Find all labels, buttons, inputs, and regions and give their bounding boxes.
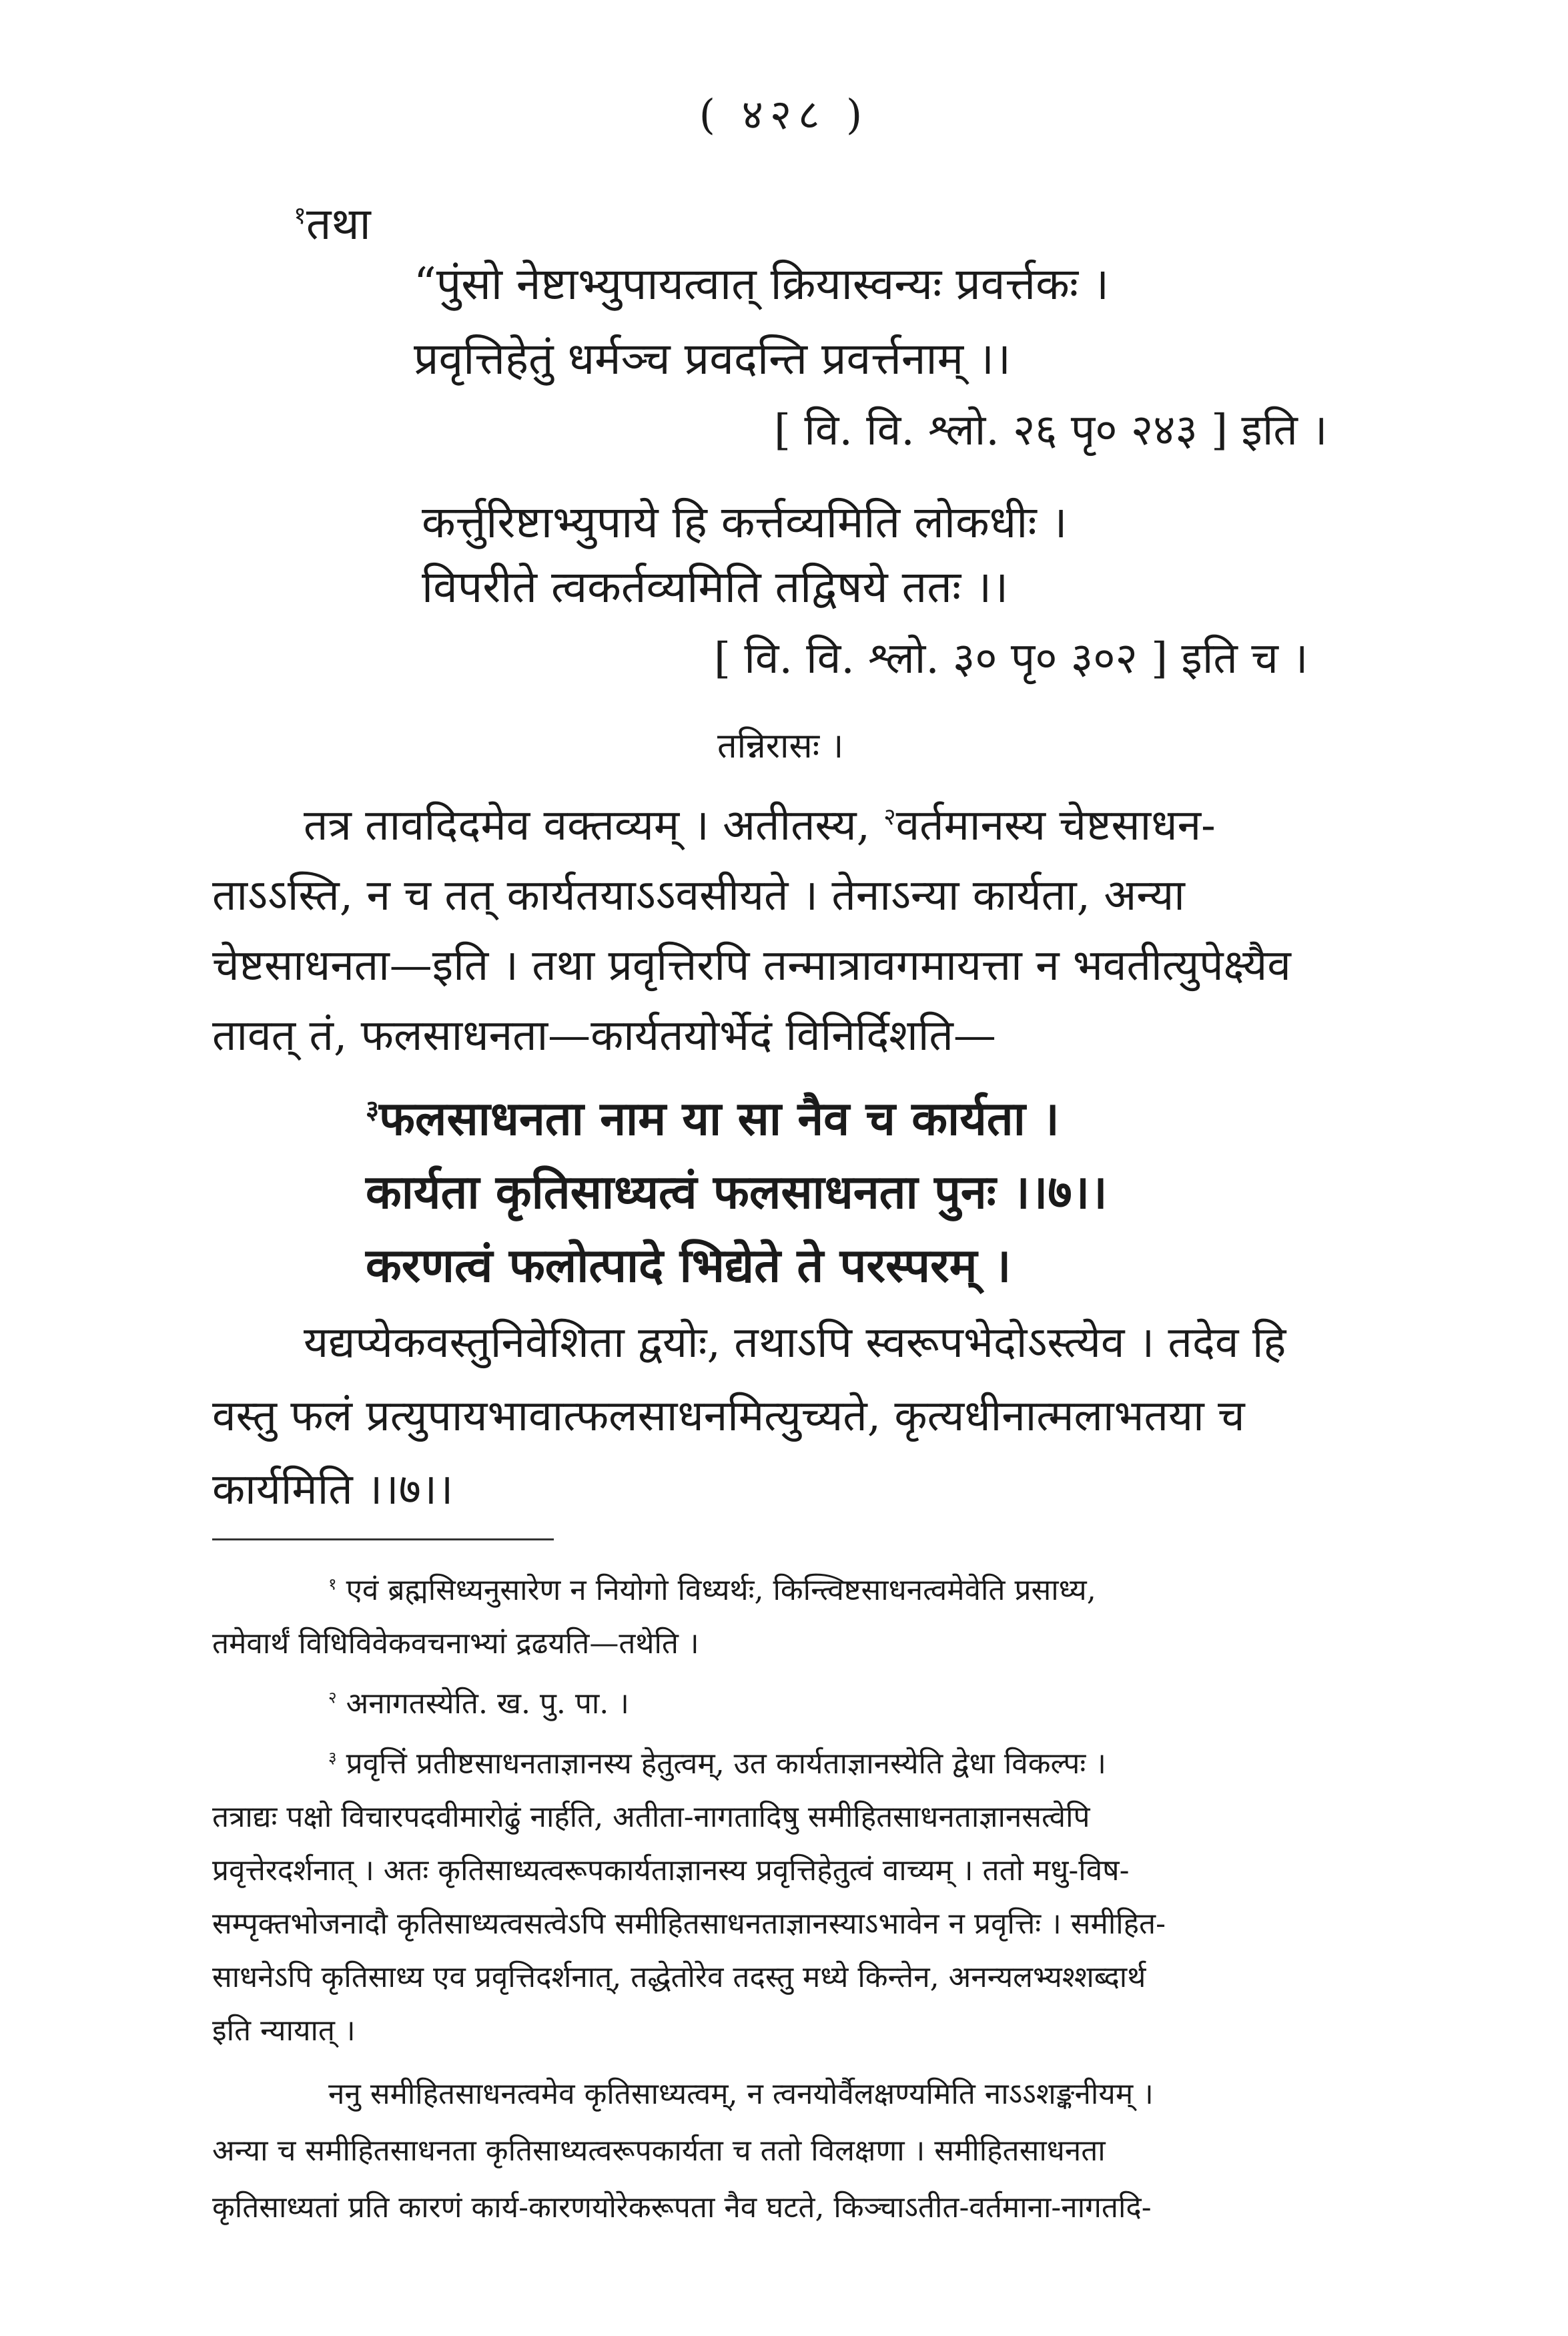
footnote1-line1 bbox=[328, 1568, 1096, 1609]
footnote1-text1: एवं ब्रह्मसिध्यनुसारेण न नियोगो विध्यर्थः, किन्त्विष्टसाधनत्वमेवेति प्रसाध्य, bbox=[346, 1573, 1096, 1607]
footnote2-text: अनागतस्येति. ख. पु. पा. । bbox=[346, 1687, 629, 1721]
footnote-marker: २ bbox=[328, 1688, 337, 1707]
karika-line3: करणत्वं फलोत्पादे भिद्येते ते परस्परम् । bbox=[366, 1237, 1012, 1293]
verse1-line2: प्रवृत्तिहेतुं धर्मञ्च प्रवदन्ति प्रवर्त्तनाम् ।। bbox=[414, 333, 1012, 384]
footnote-marker: २ bbox=[883, 803, 896, 831]
verse2-reference: [ वि. वि. श्लो. ३० पृ० ३०२ ] इति च । bbox=[714, 634, 1308, 683]
para1-line1-end: वर्तमानस्य चेष्टसाधन- bbox=[895, 801, 1216, 850]
para2-line3: कार्यमिति ।।७।। bbox=[212, 1465, 454, 1514]
footnote-para-line3: कृतिसाध्यतां प्रति कारणं कार्य-कारणयोरेकरूपता नैव घटते, किञ्चाऽतीत-वर्तमाना-नागतदि- bbox=[212, 2191, 1152, 2225]
para1-line2: ताऽऽस्ति, न च तत् कार्यतयाऽऽवसीयते । तेनाऽन्या कार्यता, अन्या bbox=[212, 871, 1185, 920]
footnote3-line1 bbox=[328, 1742, 1106, 1782]
footnote-marker: ३ bbox=[328, 1748, 337, 1767]
verse2-line1: कर्त्तुरिष्टाभ्युपाये हि कर्त्तव्यमिति लोकधीः । bbox=[422, 497, 1068, 548]
karika-line2: कार्यता कृतिसाध्यत्वं फलसाधनता पुनः ।।७।। bbox=[366, 1164, 1108, 1219]
footnote-para-line1: ननु समीहितसाधनत्वमेव कृतिसाध्यत्वम्, न त्वनयोर्वैलक्षण्यमिति नाऽऽशङ्कनीयम् । bbox=[328, 2077, 1154, 2111]
footnote3-line5: साधनेऽपि कृतिसाध्य एव प्रवृत्तिदर्शनात्, तद्धेतोरेव तदस्तु मध्ये किन्तेन, अनन्यलभ्यश्शब्दार्थ bbox=[212, 1960, 1146, 1994]
intro-word: तथा bbox=[306, 198, 371, 250]
intro-line bbox=[294, 192, 371, 252]
footnote-marker: ३ bbox=[366, 1095, 380, 1125]
para1-line4: तावत् तं, फलसाधनता—कार्यतयोर्भेदं विनिर्दिशति— bbox=[212, 1011, 996, 1061]
footnote3-line3: प्रवृत्तेरदर्शनात् । अतः कृतिसाध्यत्वरूपकार्यताज्ञानस्य प्रवृत्तिहेतुत्वं वाच्यम् । ततो मधु-विष- bbox=[212, 1853, 1130, 1887]
para2-line2: वस्तु फलं प्रत्युपायभावात्फलसाधनमित्युच्यते, कृत्यधीनात्मलाभतया च bbox=[212, 1392, 1245, 1441]
footnote3-line2: तत्राद्यः पक्षो विचारपदवीमारोढुं नार्हति, अतीता-नागतादिषु समीहितसाधनताज्ञानसत्वेपि bbox=[212, 1800, 1090, 1834]
para1-line3: चेष्टसाधनता—इति । तथा प्रवृत्तिरपि तन्मात्रावगमायत्ता न भवतीत्युपेक्ष्यैव bbox=[212, 941, 1291, 990]
footnote1-line2: तमेवार्थं विधिविवेकवचनाभ्यां द्रढयति—तथेति । bbox=[212, 1627, 699, 1661]
footnote3-line6: इति न्यायात् । bbox=[212, 2014, 356, 2048]
footnote3-line4: सम्पृक्तभोजनादौ कृतिसाध्यत्वसत्वेऽपि समीहितसाधनताज्ञानस्याऽभावेन न प्रवृत्तिः । समीहित- bbox=[212, 1907, 1166, 1941]
footnote3-text1: प्रवृत्तिं प्रतीष्टसाधनताज्ञानस्य हेतुत्वम्, उत कार्यताज्ञानस्येति द्वेधा विकल्पः । bbox=[346, 1747, 1106, 1781]
footnote-divider bbox=[212, 1538, 554, 1540]
para2-line1: यद्यप्येकवस्तुनिवेशिता द्वयोः, तथाऽपि स्वरूपभेदोऽस्त्येव । तदेव हि bbox=[304, 1318, 1286, 1368]
footnote-para-line2: अन्या च समीहितसाधनता कृतिसाध्यत्वरूपकार्यता च ततो विलक्षणा । समीहितसाधनता bbox=[212, 2134, 1106, 2168]
para1-line1 bbox=[304, 794, 1216, 852]
verse2-line2: विपरीते त्वकर्तव्यमिति तद्विषये ततः ।। bbox=[422, 561, 1009, 613]
verse1-reference: [ वि. वि. श्लो. २६ पृ० २४३ ] इति । bbox=[774, 406, 1328, 455]
para1-line1-start: तत्र तावदिदमेव वक्तव्यम् । अतीतस्य, bbox=[304, 801, 884, 850]
footnote-marker: १ bbox=[294, 201, 306, 230]
page-number: ( ४२८ ) bbox=[699, 90, 869, 139]
footnote2 bbox=[328, 1682, 629, 1722]
karika-line1 bbox=[366, 1085, 1060, 1149]
section-heading: तन्निरासः । bbox=[717, 726, 844, 766]
footnote-marker: १ bbox=[328, 1574, 337, 1594]
verse1-line1: “पुंसो नेष्टाभ्युपायत्वात् क्रियास्वन्यः प्रवर्त्तकः । bbox=[414, 258, 1110, 310]
karika-text1: फलसाधनता नाम या सा नैव च कार्यता । bbox=[379, 1091, 1060, 1146]
